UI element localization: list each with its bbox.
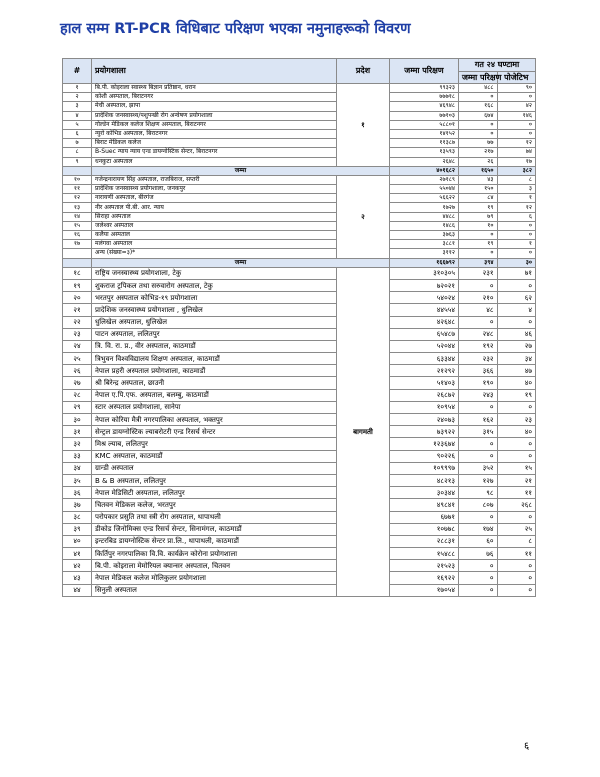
- tests-24h: ४८८: [459, 84, 498, 93]
- subtotal-spacer: [63, 166, 92, 175]
- total-tests: १६९२२: [390, 572, 459, 584]
- total-tests: ५८८०१: [390, 120, 459, 129]
- header-number: #: [63, 59, 92, 84]
- table-row: [63, 316, 536, 328]
- positive-24h: ०: [497, 249, 536, 258]
- row-number: ३४: [63, 462, 92, 474]
- total-tests: ४४८८: [390, 212, 459, 221]
- table-row: [63, 401, 536, 413]
- total-tests: ३०३४४: [390, 487, 459, 499]
- tests-24h: ०: [459, 450, 498, 462]
- tests-24h: ०: [459, 249, 498, 258]
- lab-name: गोल्डेन मेडिकल कलेज शिक्षण अस्पताल, बिराटनगर: [92, 120, 337, 129]
- positive-24h: ०: [497, 231, 536, 240]
- table-row: [63, 450, 536, 462]
- positive-24h: २१: [497, 474, 536, 486]
- table-row: [63, 353, 536, 365]
- positive-24h: ६: [497, 212, 536, 221]
- tests-24h: ४३: [459, 175, 498, 184]
- total-tests: २१५२३: [390, 560, 459, 572]
- positive-24h: ३४: [497, 353, 536, 365]
- row-number: ३१: [63, 426, 92, 438]
- tests-24h: ६०: [459, 535, 498, 547]
- row-number: २२: [63, 316, 92, 328]
- tests-24h: १७४: [459, 523, 498, 535]
- table-row: [63, 523, 536, 535]
- lab-name: शुकराज ट्रपिकल तथा सरुवारोग अस्पताल, टेकु: [92, 279, 337, 291]
- tests-24h: ०: [459, 401, 498, 413]
- row-number: १८: [63, 267, 92, 279]
- total-tests: ५६६२२: [390, 194, 459, 203]
- table-row: [63, 304, 536, 316]
- lab-name: मलंगवा अस्पताल: [92, 240, 337, 249]
- header-province: प्रदेश: [337, 59, 390, 84]
- table-row: [63, 340, 536, 352]
- row-number: ४१: [63, 548, 92, 560]
- positive-24h: ०: [497, 560, 536, 572]
- total-tests: १०९९९७: [390, 462, 459, 474]
- header-lab: प्रयोगशाला: [92, 59, 337, 84]
- total-tests: ४८२१३: [390, 474, 459, 486]
- row-number: ५: [63, 120, 92, 129]
- total-tests: २४०७३: [390, 414, 459, 426]
- tests-24h: २३२: [459, 353, 498, 365]
- row-number: ४२: [63, 560, 92, 572]
- positive-24h: २६८: [497, 499, 536, 511]
- lab-name: बिराट मेडिकल कलेज: [92, 139, 337, 148]
- total-tests: ५२०४४: [390, 340, 459, 352]
- tests-24h: ०: [459, 438, 498, 450]
- total-tests: ४६९४८: [390, 102, 459, 111]
- table-row: [63, 584, 536, 596]
- header-tests-24h: जम्मा परिक्षण: [459, 72, 498, 84]
- tests-24h: १९: [459, 240, 498, 249]
- lab-name: पाटन अस्पताल, ललितपुर: [92, 328, 337, 340]
- table-row: [63, 203, 536, 212]
- positive-24h: ११: [497, 548, 536, 560]
- table-row: [63, 93, 536, 102]
- row-number: ४३: [63, 572, 92, 584]
- table-row: [63, 377, 536, 389]
- positive-24h: ८: [497, 535, 536, 547]
- lab-name: सेन्ट्रल डायग्नोस्टिक ल्याबरोटरी एन्ड रिसर्च सेन्टर: [92, 426, 337, 438]
- tests-24h: ०: [459, 129, 498, 138]
- row-number: ६: [63, 129, 92, 138]
- lab-name: सिनुली अस्पताल: [92, 584, 337, 596]
- total-tests: २६४८: [390, 157, 459, 166]
- table-row: [63, 279, 536, 291]
- subtotal-label: जम्मा: [92, 258, 390, 267]
- lab-name: राष्ट्रिय जनस्वास्थ्य प्रयोगशाला, टेकु: [92, 267, 337, 279]
- table-row: [63, 84, 536, 93]
- lab-name: त्रिभुवन विश्वविद्यालय शिक्षण अस्पताल, काठमाडौं: [92, 353, 337, 365]
- total-tests: ४४५५४: [390, 304, 459, 316]
- row-number: २३: [63, 328, 92, 340]
- total-tests: ७७१०३: [390, 111, 459, 120]
- lab-name: भरतपुर अस्पताल कोभिड-१९ प्रयोगशाला: [92, 292, 337, 304]
- tests-24h: ८४: [459, 194, 498, 203]
- tests-24h: ३१५: [459, 426, 498, 438]
- row-number: ९: [63, 157, 92, 166]
- lab-name: न्युरो कोभिड अस्पताल, बिराटनगर: [92, 129, 337, 138]
- positive-24h: १७: [497, 157, 536, 166]
- tests-24h: १५०: [459, 185, 498, 194]
- lab-name: नीर अस्पताल पी.बी. आर. न्याय: [92, 203, 337, 212]
- row-number: २: [63, 93, 92, 102]
- tests-24h: ०: [459, 231, 498, 240]
- tests-24h: ७६: [459, 548, 498, 560]
- positive-24h: ४२: [497, 102, 536, 111]
- positive-24h: ०: [497, 401, 536, 413]
- subtotal-label: जम्मा: [92, 166, 390, 175]
- positive-24h: १२: [497, 139, 536, 148]
- total-tests: ९९३२३: [390, 84, 459, 93]
- positive-24h: ४: [497, 304, 536, 316]
- row-number: ३३: [63, 450, 92, 462]
- tests-24h: ०: [459, 584, 498, 596]
- total-tests: ७३९२२: [390, 426, 459, 438]
- positive-24h: १४६: [497, 111, 536, 120]
- row-number: १५: [63, 221, 92, 230]
- tests-24h: ०: [459, 93, 498, 102]
- total-tests: १४१५२: [390, 129, 459, 138]
- tests-24h: ६७४: [459, 111, 498, 120]
- lab-name: प्रादेशिक जनस्वास्थ्य प्रयोगशाला , धुलिखेल: [92, 304, 337, 316]
- row-number: २४: [63, 340, 92, 352]
- total-tests: ५१४०३: [390, 377, 459, 389]
- table-row: [63, 157, 536, 166]
- positive-24h: ०: [497, 93, 536, 102]
- positive-24h: १: [497, 240, 536, 249]
- row-number: १३: [63, 203, 92, 212]
- positive-24h: २७: [497, 340, 536, 352]
- lab-name: ग्रान्डी अस्पताल: [92, 462, 337, 474]
- table-row: [63, 212, 536, 221]
- table-row: [63, 462, 536, 474]
- lab-name: त्रि. वि. रा. प्र., वीर अस्पताल, काठमाडौं: [92, 340, 337, 352]
- province-name: बागमती: [337, 267, 390, 596]
- total-tests: ६३३४४: [390, 353, 459, 365]
- table-row: [63, 560, 536, 572]
- table-row: [63, 139, 536, 148]
- tests-24h: २४३: [459, 389, 498, 401]
- total-tests: ३११२: [390, 249, 459, 258]
- row-number: २६: [63, 365, 92, 377]
- total-tests: २६८७२: [390, 389, 459, 401]
- table-row: [63, 548, 536, 560]
- positive-24h: ९०: [497, 84, 536, 93]
- row-number: ११: [63, 185, 92, 194]
- group-bagmati: [63, 267, 536, 596]
- total-tests: १३५९३: [390, 148, 459, 157]
- lab-name: KMC अस्पताल, काठमाडौं: [92, 450, 337, 462]
- row-number: ३८: [63, 511, 92, 523]
- lab-name: डीकोड जिनोमिक्स एन्ड रिसर्च सेन्टर, सिनामंगल, काठमाडौं: [92, 523, 337, 535]
- lab-name: जलेश्वर अस्पताल: [92, 221, 337, 230]
- lab-name: किर्तिपुर नगरपालिका वि.वि. कार्यक्रेन कोरोना प्रयोगशाला: [92, 548, 337, 560]
- lab-name: धुलिखेल अस्पताल, धुलिखेल: [92, 316, 337, 328]
- tests-24h: २६: [459, 157, 498, 166]
- positive-24h: ०: [497, 511, 536, 523]
- lab-name: सिराहा अस्पताल: [92, 212, 337, 221]
- header-last-24-hours: गत २४ घण्टामा: [459, 59, 536, 72]
- tests-24h: १९०: [459, 377, 498, 389]
- total-tests: ९०२२६: [390, 450, 459, 462]
- row-number: २८: [63, 389, 92, 401]
- table-row: [63, 240, 536, 249]
- tests-24h: ९८: [459, 487, 498, 499]
- row-number: २७: [63, 377, 92, 389]
- total-tests: ३१०३०५: [390, 267, 459, 279]
- tests-24h: २४८: [459, 328, 498, 340]
- lab-name: बि.पी. कोइराला स्वास्थ्य बिज्ञान प्रतिष्ठान, धरान: [92, 84, 337, 93]
- tests-24h: ३५२: [459, 462, 498, 474]
- table-row: [63, 194, 536, 203]
- tests-24h: ८०७: [459, 499, 498, 511]
- positive-24h: १५: [497, 462, 536, 474]
- lab-name: मेची अस्पताल, झापा: [92, 102, 337, 111]
- row-number: २०: [63, 292, 92, 304]
- total-tests: ६७७१: [390, 511, 459, 523]
- total-tests: ६५४८७: [390, 328, 459, 340]
- total-tests: २७१८९: [390, 175, 459, 184]
- group-province-2: [63, 175, 536, 267]
- subtotal-total: १६६७९२: [390, 258, 459, 267]
- positive-24h: ११: [497, 487, 536, 499]
- lab-name: कलैया अस्पताल: [92, 231, 337, 240]
- subtotal-total: ४०१६८२: [390, 166, 459, 175]
- table-row: [63, 292, 536, 304]
- row-number: १६: [63, 231, 92, 240]
- row-number: [63, 249, 92, 258]
- row-number: ३५: [63, 474, 92, 486]
- subtotal-positive-24h: ३०: [497, 258, 536, 267]
- row-number: ३६: [63, 487, 92, 499]
- positive-24h: ४६: [497, 328, 536, 340]
- positive-24h: १२: [497, 203, 536, 212]
- lab-name: श्री बिरेन्द्र अस्पताल, छाउनी: [92, 377, 337, 389]
- tests-24h: ०: [459, 120, 498, 129]
- lab-name: नेपाल मेडिसिटी अस्पताल, ललितपुर: [92, 487, 337, 499]
- row-number: २१: [63, 304, 92, 316]
- table-row: [63, 535, 536, 547]
- positive-24h: १: [497, 194, 536, 203]
- table-row: [63, 102, 536, 111]
- lab-name: इन्टरबिड डायग्नोस्टिक सेन्टर प्रा.लि., थापाथली, काठमाडौं: [92, 535, 337, 547]
- total-tests: १२३६७४: [390, 438, 459, 450]
- row-number: ३: [63, 102, 92, 111]
- lab-name: नेपाल ए.पि.एफ. अस्पताल, बलम्बु, काठमाडौं: [92, 389, 337, 401]
- lab-name: स्टार अस्पताल प्रयोगशाला, सानेपा: [92, 401, 337, 413]
- row-number: ४४: [63, 584, 92, 596]
- tests-24h: ०: [459, 316, 498, 328]
- total-tests: १०७७८: [390, 523, 459, 535]
- positive-24h: ०: [497, 584, 536, 596]
- positive-24h: ४०: [497, 426, 536, 438]
- positive-24h: ७४: [497, 148, 536, 157]
- table-row: [63, 572, 536, 584]
- table-row: [63, 365, 536, 377]
- total-tests: ५५०४४: [390, 185, 459, 194]
- lab-name: कोशी अस्पताल, बिराटनगर: [92, 93, 337, 102]
- row-number: ३०: [63, 414, 92, 426]
- row-number: ३९: [63, 523, 92, 535]
- row-number: १२: [63, 194, 92, 203]
- lab-name: B & B अस्पताल, ललितपुर: [92, 474, 337, 486]
- subtotal-spacer: [63, 258, 92, 267]
- positive-24h: ०: [497, 316, 536, 328]
- total-tests: १७२७: [390, 203, 459, 212]
- table-row: [63, 221, 536, 230]
- row-number: ४०: [63, 535, 92, 547]
- total-tests: २८८३१: [390, 535, 459, 547]
- subtotal-positive-24h: ३८२: [497, 166, 536, 175]
- row-number: ३७: [63, 499, 92, 511]
- lab-name: नेपाल प्रहरी अस्पताल प्रयोगशाला, काठमाडौं: [92, 365, 337, 377]
- table-row: [63, 511, 536, 523]
- page-number: ६: [524, 741, 530, 752]
- row-number: ८: [63, 148, 92, 157]
- total-tests: ३८८१: [390, 240, 459, 249]
- group-province-1: [63, 84, 536, 176]
- total-tests: १४८६: [390, 221, 459, 230]
- tests-24h: २१७: [459, 148, 498, 157]
- table-row: [63, 487, 536, 499]
- lab-name: प्रादेशिक जनस्वास्थ्य प्रयोगशाला, जनकपुर: [92, 185, 337, 194]
- tests-24h: ७९: [459, 212, 498, 221]
- positive-24h: २३: [497, 414, 536, 426]
- table-row: [63, 328, 536, 340]
- tests-24h: ७७: [459, 139, 498, 148]
- table-row: [63, 426, 536, 438]
- table-row: [63, 231, 536, 240]
- tests-24h: १०: [459, 221, 498, 230]
- table-row: [63, 185, 536, 194]
- lab-name: B-Suec न्याय न्याय एन्ड डायग्नोस्टिक सेन्टर, बिराटनगर: [92, 148, 337, 157]
- tests-24h: ०: [459, 572, 498, 584]
- lab-name: नारायणी अस्पताल, बीरगंज: [92, 194, 337, 203]
- lab-test-table: [62, 58, 536, 597]
- tests-24h: ३६६: [459, 365, 498, 377]
- tests-24h: १६२: [459, 414, 498, 426]
- table-row: [63, 120, 536, 129]
- row-number: ७: [63, 139, 92, 148]
- province-name: १: [337, 84, 390, 167]
- province-name: २: [337, 175, 390, 258]
- row-number: २५: [63, 353, 92, 365]
- subtotal-row: [63, 258, 536, 267]
- subtotal-tests-24h: ३९४: [459, 258, 498, 267]
- lab-name: चितवन मेडिकल कलेज, भरतपुर: [92, 499, 337, 511]
- row-number: १: [63, 84, 92, 93]
- row-number: १९: [63, 279, 92, 291]
- header-positive-24h: पोजेटिभ: [497, 72, 536, 84]
- subtotal-tests-24h: १६५०: [459, 166, 498, 175]
- table-row: [63, 249, 536, 258]
- total-tests: ७७७१८: [390, 93, 459, 102]
- positive-24h: ३: [497, 185, 536, 194]
- total-tests: ४९८४१: [390, 499, 459, 511]
- lab-name: नेपाल कोरिया मैत्री नगरपालिका अस्पताल, भक्तपुर: [92, 414, 337, 426]
- lab-name: मिश्र ल्याब, ललितपुर: [92, 438, 337, 450]
- total-tests: ३७६३: [390, 231, 459, 240]
- tests-24h: ०: [459, 279, 498, 291]
- table-row: [63, 111, 536, 120]
- table-row: [63, 267, 536, 279]
- row-number: २९: [63, 401, 92, 413]
- positive-24h: ०: [497, 572, 536, 584]
- tests-24h: ४८: [459, 304, 498, 316]
- positive-24h: ४०: [497, 377, 536, 389]
- tests-24h: ०: [459, 560, 498, 572]
- tests-24h: १९२: [459, 340, 498, 352]
- total-tests: ४२६४८: [390, 316, 459, 328]
- row-number: ३२: [63, 438, 92, 450]
- tests-24h: १६८: [459, 102, 498, 111]
- total-tests: १७०५४: [390, 584, 459, 596]
- row-number: १०: [63, 175, 92, 184]
- total-tests: २१२९२: [390, 365, 459, 377]
- table-row: [63, 438, 536, 450]
- positive-24h: १९: [497, 389, 536, 401]
- tests-24h: १२७: [459, 474, 498, 486]
- total-tests: ५४०२४: [390, 292, 459, 304]
- total-tests: ७२०२१: [390, 279, 459, 291]
- tests-24h: २१०: [459, 292, 498, 304]
- positive-24h: ०: [497, 120, 536, 129]
- page-title: हाल सम्म RT-PCR विधिबाट परिक्षण भएका नमुनाहरूको विवरण: [60, 21, 411, 37]
- table-row: [63, 175, 536, 184]
- positive-24h: ७१: [497, 267, 536, 279]
- positive-24h: ०: [497, 438, 536, 450]
- header-total-tests: जम्मा परिक्षण: [390, 59, 459, 84]
- lab-name: प्रादेशिक जनस्वास्थ्य/पशुपन्छी रोग अन्वेषण प्रयोगशाला: [92, 111, 337, 120]
- total-tests: १५४८८: [390, 548, 459, 560]
- total-tests: ११३८७: [390, 139, 459, 148]
- table-row: [63, 499, 536, 511]
- tests-24h: २३१: [459, 267, 498, 279]
- row-number: १७: [63, 240, 92, 249]
- tests-24h: १९: [459, 203, 498, 212]
- row-number: ४: [63, 111, 92, 120]
- positive-24h: ८: [497, 175, 536, 184]
- positive-24h: ०: [497, 279, 536, 291]
- positive-24h: ६२: [497, 292, 536, 304]
- table-row: [63, 148, 536, 157]
- subtotal-row: [63, 166, 536, 175]
- tests-24h: ०: [459, 511, 498, 523]
- row-number: १४: [63, 212, 92, 221]
- lab-name: नेपाल मेडिकल कलेज मोलिकुलर प्रयोगशाला: [92, 572, 337, 584]
- lab-name: अन्य (संख्या=३)*: [92, 249, 337, 258]
- table-row: [63, 389, 536, 401]
- lab-name: धनकुटा अस्पताल: [92, 157, 337, 166]
- positive-24h: २५: [497, 523, 536, 535]
- positive-24h: ०: [497, 450, 536, 462]
- positive-24h: ४७: [497, 365, 536, 377]
- total-tests: १०९५४: [390, 401, 459, 413]
- positive-24h: ०: [497, 129, 536, 138]
- table-row: [63, 474, 536, 486]
- table-row: [63, 414, 536, 426]
- lab-name: परोपकार प्रसुति तथा स्त्री रोग अस्पताल, थापाथली: [92, 511, 337, 523]
- positive-24h: ०: [497, 221, 536, 230]
- lab-name: बि.पी. कोइराला मेमोरियल क्यान्सर अस्पताल, चितवन: [92, 560, 337, 572]
- lab-name: गजेन्द्रनारायण सिंह अस्पताल, राजबिराज, सप्तरी: [92, 175, 337, 184]
- table-row: [63, 129, 536, 138]
